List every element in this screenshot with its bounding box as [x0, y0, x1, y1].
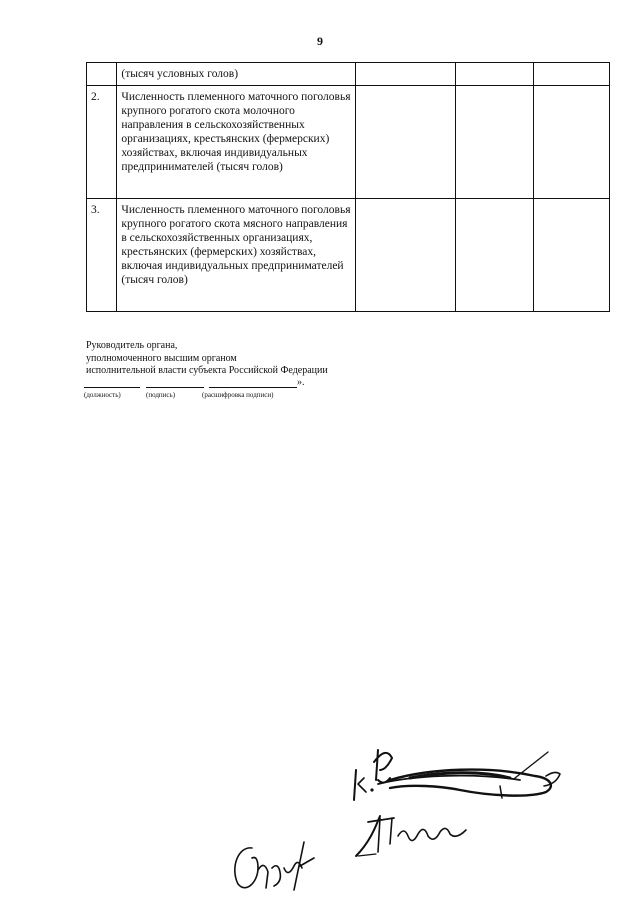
page-number: 9 — [317, 34, 323, 48]
row-number: 3. — [87, 199, 117, 312]
table-row — [87, 63, 610, 86]
table-cell-empty — [455, 86, 534, 199]
row-number: 2. — [87, 86, 117, 199]
table-cell-empty — [534, 199, 610, 312]
handwritten-signature-middle — [350, 812, 520, 862]
table-row — [87, 86, 610, 199]
signature-heading-line: уполномоченного высшим органом — [86, 352, 237, 364]
table-cell-empty — [356, 199, 455, 312]
caption-signature: (подпись) — [146, 391, 176, 399]
table-cell-empty — [356, 86, 455, 199]
table-row — [87, 199, 610, 312]
table-cell-empty — [534, 86, 610, 199]
caption-position: (должность) — [84, 391, 121, 399]
signature-heading-line: Руководитель органа, — [86, 340, 178, 351]
position-blank — [84, 377, 140, 388]
signature-fill-line — [84, 377, 344, 388]
table-cell-empty — [356, 63, 455, 86]
table-cell-empty — [455, 199, 534, 312]
handwritten-initials-bottom — [228, 838, 318, 898]
caption-decipher: (расшифровка подписи) — [202, 391, 274, 399]
table-cell-empty — [455, 63, 534, 86]
row-number — [87, 63, 117, 86]
signature-heading — [86, 340, 328, 378]
data-table — [86, 62, 610, 312]
row-indicator-name: Численность племенного маточного поголовья крупного рогатого скота мясного направления в сельскохозяйственных организациях, крестьянских (фермерских) хозяйствах, включая индивидуальных предпринимателей (тысяч голов) — [117, 199, 356, 312]
row-indicator-name: Численность племенного маточного поголовья крупного рогатого скота молочного направления в сельскохозяйственных организациях, крестьянских (фермерских) хозяйствах, включая индивидуальных предпринимателей (тысяч голов) — [117, 86, 356, 199]
signature-heading-line: исполнительной власти субъекта Российской Федерации — [86, 365, 328, 376]
handwritten-signature-top — [350, 740, 570, 810]
decipher-blank — [209, 377, 297, 388]
closing-quote: ». — [297, 377, 305, 388]
signature-blank — [146, 377, 204, 388]
row-indicator-name: (тысяч условных голов) — [117, 63, 356, 86]
table-cell-empty — [534, 63, 610, 86]
